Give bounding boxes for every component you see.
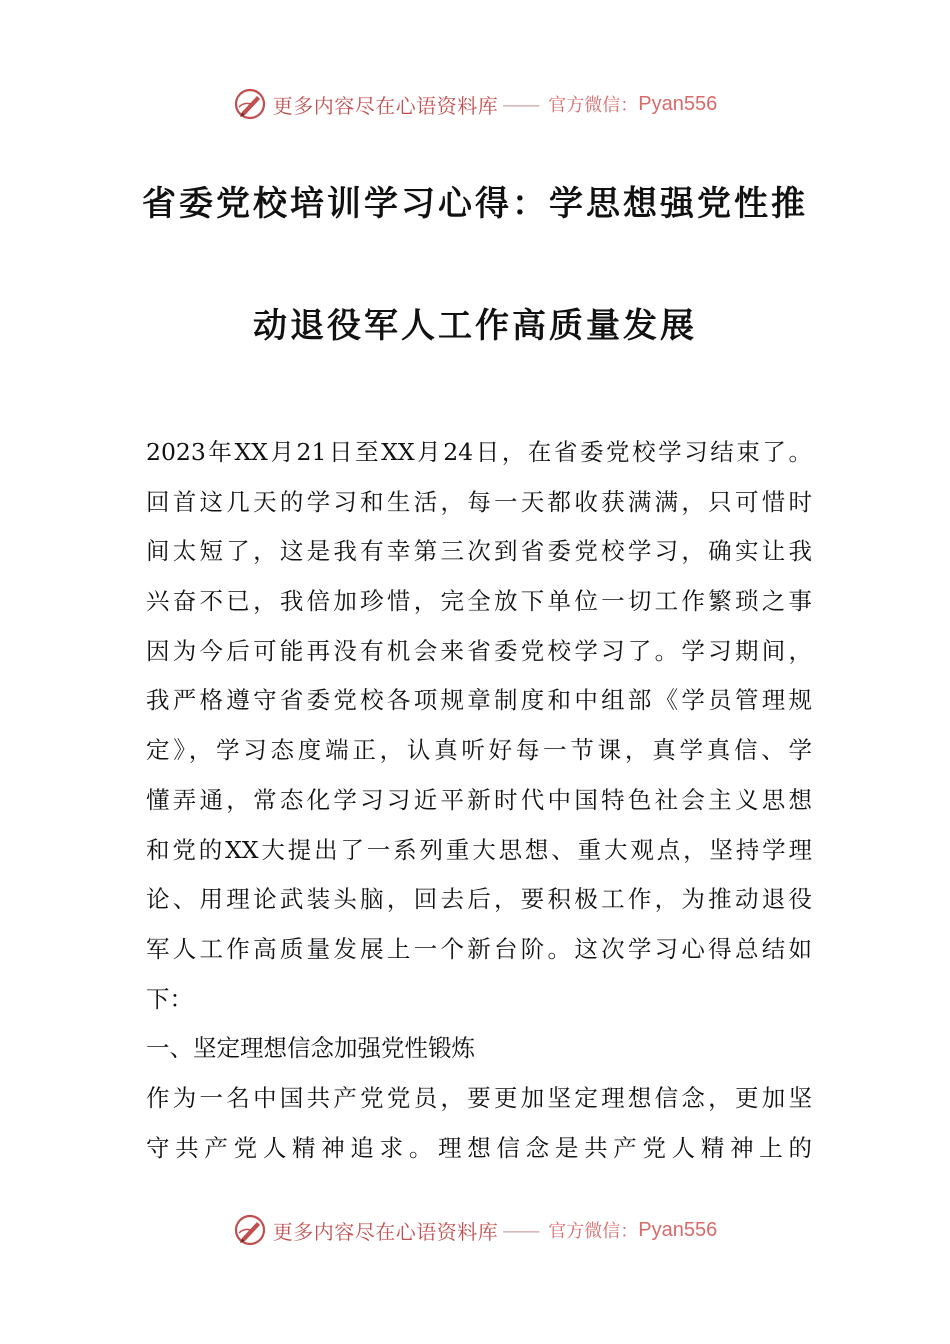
body-line: 和党的XX大提出了一系列重大思想、重大观点，坚持学理 bbox=[146, 835, 812, 864]
pen-logo-icon bbox=[233, 87, 267, 121]
banner-separator: —— bbox=[502, 92, 539, 116]
page-title-line-1: 省委党校培训学习心得：学思想强党性推 bbox=[142, 184, 808, 224]
body-line: 军人工作高质量发展上一个新台阶。这次学习心得总结如 bbox=[146, 934, 812, 963]
banner-wechat-id: Pyan556 bbox=[638, 1218, 718, 1241]
body-line: 回首这几天的学习和生活，每一天都收获满满，只可惜时 bbox=[146, 487, 812, 516]
body-line: 我严格遵守省委党校各项规章制度和中组部《学员管理规 bbox=[146, 686, 812, 715]
body-line: 懂弄通，常态化学习习近平新时代中国特色社会主义思想 bbox=[146, 785, 812, 814]
body-line: 2023年XX月21日至XX月24日，在省委党校学习结束了。 bbox=[146, 438, 812, 466]
body-line: 定》，学习态度端正，认真听好每一节课，真学真信、学 bbox=[146, 736, 812, 765]
pen-logo-icon bbox=[233, 1213, 267, 1247]
page-title-line-2: 动退役军人工作高质量发展 bbox=[253, 306, 697, 346]
footer-watermark-banner bbox=[0, 1210, 950, 1250]
body-line: 守共产党人精神追求。理想信念是共产党人精神上的 bbox=[146, 1133, 812, 1162]
body-line: 作为一名中国共产党党员，要更加坚定理想信念，更加坚 bbox=[146, 1083, 812, 1112]
body-line: 下： bbox=[146, 984, 193, 1013]
banner-separator: —— bbox=[502, 1218, 539, 1242]
banner-wechat-label: 官方微信： bbox=[548, 95, 639, 116]
banner-text: 更多内容尽在心语资料库 bbox=[272, 93, 499, 118]
body-line: 论、用理论武装头脑，回去后，要积极工作，为推动退役 bbox=[146, 885, 812, 914]
section-heading: 一、坚定理想信念加强党性锻炼 bbox=[146, 1034, 475, 1063]
banner-text: 更多内容尽在心语资料库 bbox=[272, 1219, 499, 1244]
body-line: 间太短了，这是我有幸第三次到省委党校学习，确实让我 bbox=[146, 537, 812, 566]
document-body bbox=[146, 428, 812, 1173]
body-line: 因为今后可能再没有机会来省委党校学习了。学习期间， bbox=[146, 636, 812, 665]
header-watermark-banner bbox=[0, 84, 950, 124]
banner-wechat-label: 官方微信： bbox=[548, 1221, 639, 1242]
banner-wechat-id: Pyan556 bbox=[638, 92, 718, 115]
body-line: 兴奋不已，我倍加珍惜，完全放下单位一切工作繁琐之事 bbox=[146, 587, 812, 616]
